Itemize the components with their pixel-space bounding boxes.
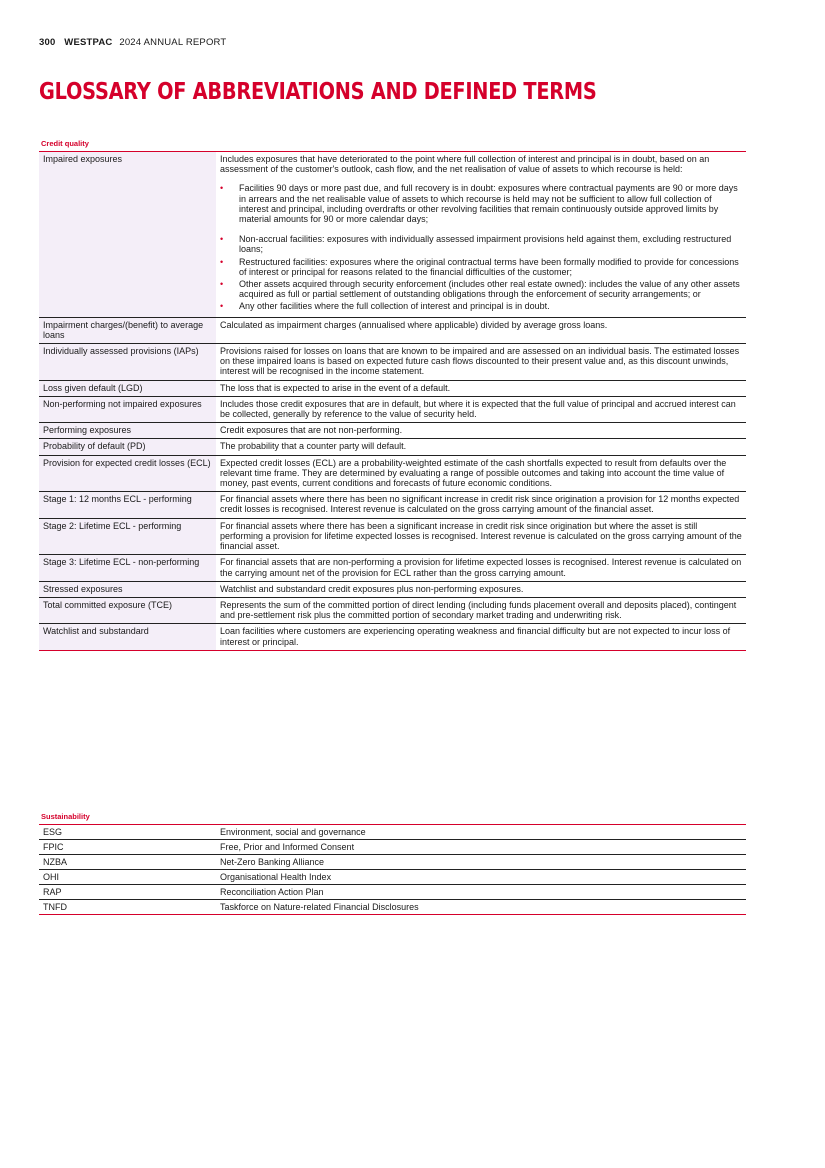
sustainability-table [39,825,746,915]
page-header [39,37,226,48]
table-row [39,840,746,855]
section-label-sustainability: Sustainability [39,812,746,825]
glossary-definition: Environment, social and governance [216,825,746,840]
definition-bullet-list [220,183,742,311]
glossary-definition: For financial assets where there has been no significant increase in credit risk since origination a provision for 12 months expected credit losses is recognised. Interest revenue is calculated on the gross carrying amount of the financial asset. [216,492,746,518]
table-row [39,624,746,650]
section-label-credit-quality: Credit quality [39,139,746,152]
table-row [39,439,746,455]
list-item: • Any other facilities where the full collection of interest and principal is in doubt. [220,301,742,311]
glossary-term: Stressed exposures [39,581,216,597]
glossary-term: Impaired exposures [39,152,216,317]
table-row [39,870,746,885]
glossary-definition: Free, Prior and Informed Consent [216,840,746,855]
list-item: • Non-accrual facilities: exposures with individually assessed impairment provisions held against them, excluding restructured loans; [220,234,742,254]
glossary-term: OHI [39,870,216,885]
glossary-definition: The probability that a counter party will default. [216,439,746,455]
table-row [39,344,746,381]
list-item: • Facilities 90 days or more past due, and full recovery is in doubt: exposures where contractual payments are 90 or more days in arrears and the net realisable value of assets to which recourse is held may not be sufficient to allow full collection of interest and principal, including overdrafts or other revolving facilities that remain continuously outside approved limits by material amounts for 90 or more calendar days; [220,183,742,224]
table-row [39,885,746,900]
glossary-definition: The loss that is expected to arise in the event of a default. [216,380,746,396]
report-name: 2024 ANNUAL REPORT [119,37,227,48]
glossary-term: TNFD [39,900,216,915]
glossary-definition: Organisational Health Index [216,870,746,885]
glossary-term: NZBA [39,855,216,870]
glossary-term: Performing exposures [39,423,216,439]
list-item: • Other assets acquired through security enforcement (includes other real estate owned): includes the value of any other assets acquired as full or partial settlement of outstanding obligations through the enforcement of security arrangements; or [220,279,742,299]
table-row [39,518,746,555]
definition-intro: Includes exposures that have deteriorated to the point where full collection of interest and principal is in doubt, based on an assessment of the customer's outlook, cash flow, and the net realisation of value of assets to which recourse is held: [220,154,710,175]
glossary-term: Loss given default (LGD) [39,380,216,396]
glossary-term: Individually assessed provisions (IAPs) [39,344,216,381]
table-row [39,152,746,317]
glossary-term: Non-performing not impaired exposures [39,396,216,422]
glossary-term: ESG [39,825,216,840]
table-row [39,317,746,343]
table-row [39,581,746,597]
glossary-term: RAP [39,885,216,900]
glossary-definition: Reconciliation Action Plan [216,885,746,900]
glossary-definition: Net-Zero Banking Alliance [216,855,746,870]
glossary-definition: Provisions raised for losses on loans that are known to be impaired and are assessed on an individual basis. The estimated losses on these impaired loans is based on expected future cash flows discounted to their present value and, as this discount unwinds, interest will be recognised in the income statement. [216,344,746,381]
glossary-definition: Taskforce on Nature-related Financial Disclosures [216,900,746,915]
table-row [39,423,746,439]
glossary-term: Stage 3: Lifetime ECL - non-performing [39,555,216,581]
glossary-term: FPIC [39,840,216,855]
table-row [39,597,746,623]
table-row [39,492,746,518]
glossary-definition [216,152,746,317]
table-row [39,396,746,422]
glossary-definition: Includes those credit exposures that are in default, but where it is expected that the full value of principal and accrued interest can be collected, generally by reference to the value of security held. [216,396,746,422]
credit-quality-table [39,152,746,651]
glossary-definition: Represents the sum of the committed portion of direct lending (including funds placement overall and deposits placed), contingent and pre-settlement risk plus the committed portion of secondary market trading and underwriting risk. [216,597,746,623]
table-row [39,455,746,492]
table-row [39,900,746,915]
page-number: 300 [39,37,56,48]
glossary-definition: Expected credit losses (ECL) are a probability-weighted estimate of the cash shortfalls expected to result from defaults over the relevant time frame. They are determined by evaluating a range of possible outcomes and taking into account the time value of money, past events, current conditions and forecasts of future economic conditions. [216,455,746,492]
table-row [39,555,746,581]
glossary-term: Stage 1: 12 months ECL - performing [39,492,216,518]
credit-quality-section [39,139,746,651]
glossary-definition: Credit exposures that are not non-performing. [216,423,746,439]
list-item: • Restructured facilities: exposures where the original contractual terms have been formally modified to provide for concessions of interest or principal for reasons related to the financial difficulties of the customer; [220,257,742,277]
glossary-term: Watchlist and substandard [39,624,216,650]
glossary-definition: Watchlist and substandard credit exposures plus non-performing exposures. [216,581,746,597]
glossary-definition: Loan facilities where customers are experiencing operating weakness and financial difficulty but are not expected to incur loss of interest or principal. [216,624,746,650]
page-title: GLOSSARY OF ABBREVIATIONS AND DEFINED TERMS [39,79,597,105]
glossary-term: Stage 2: Lifetime ECL - performing [39,518,216,555]
brand-name: WESTPAC [64,37,113,48]
glossary-term: Provision for expected credit losses (ECL) [39,455,216,492]
glossary-term: Probability of default (PD) [39,439,216,455]
glossary-term: Total committed exposure (TCE) [39,597,216,623]
table-row [39,855,746,870]
glossary-term: Impairment charges/(benefit) to average loans [39,317,216,343]
table-row [39,825,746,840]
glossary-definition: For financial assets that are non-performing a provision for lifetime expected losses is recognised. Interest revenue is calculated on the carrying amount net of the provision for ECL rather than the gross carrying amount. [216,555,746,581]
glossary-definition: Calculated as impairment charges (annualised where applicable) divided by average gross loans. [216,317,746,343]
glossary-definition: For financial assets where there has been a significant increase in credit risk since origination but where the asset is still performing a provision for lifetime expected losses is recognised. Interest revenue is calculated on the gross carrying amount of the financial asset. [216,518,746,555]
table-row [39,380,746,396]
sustainability-section [39,812,746,915]
